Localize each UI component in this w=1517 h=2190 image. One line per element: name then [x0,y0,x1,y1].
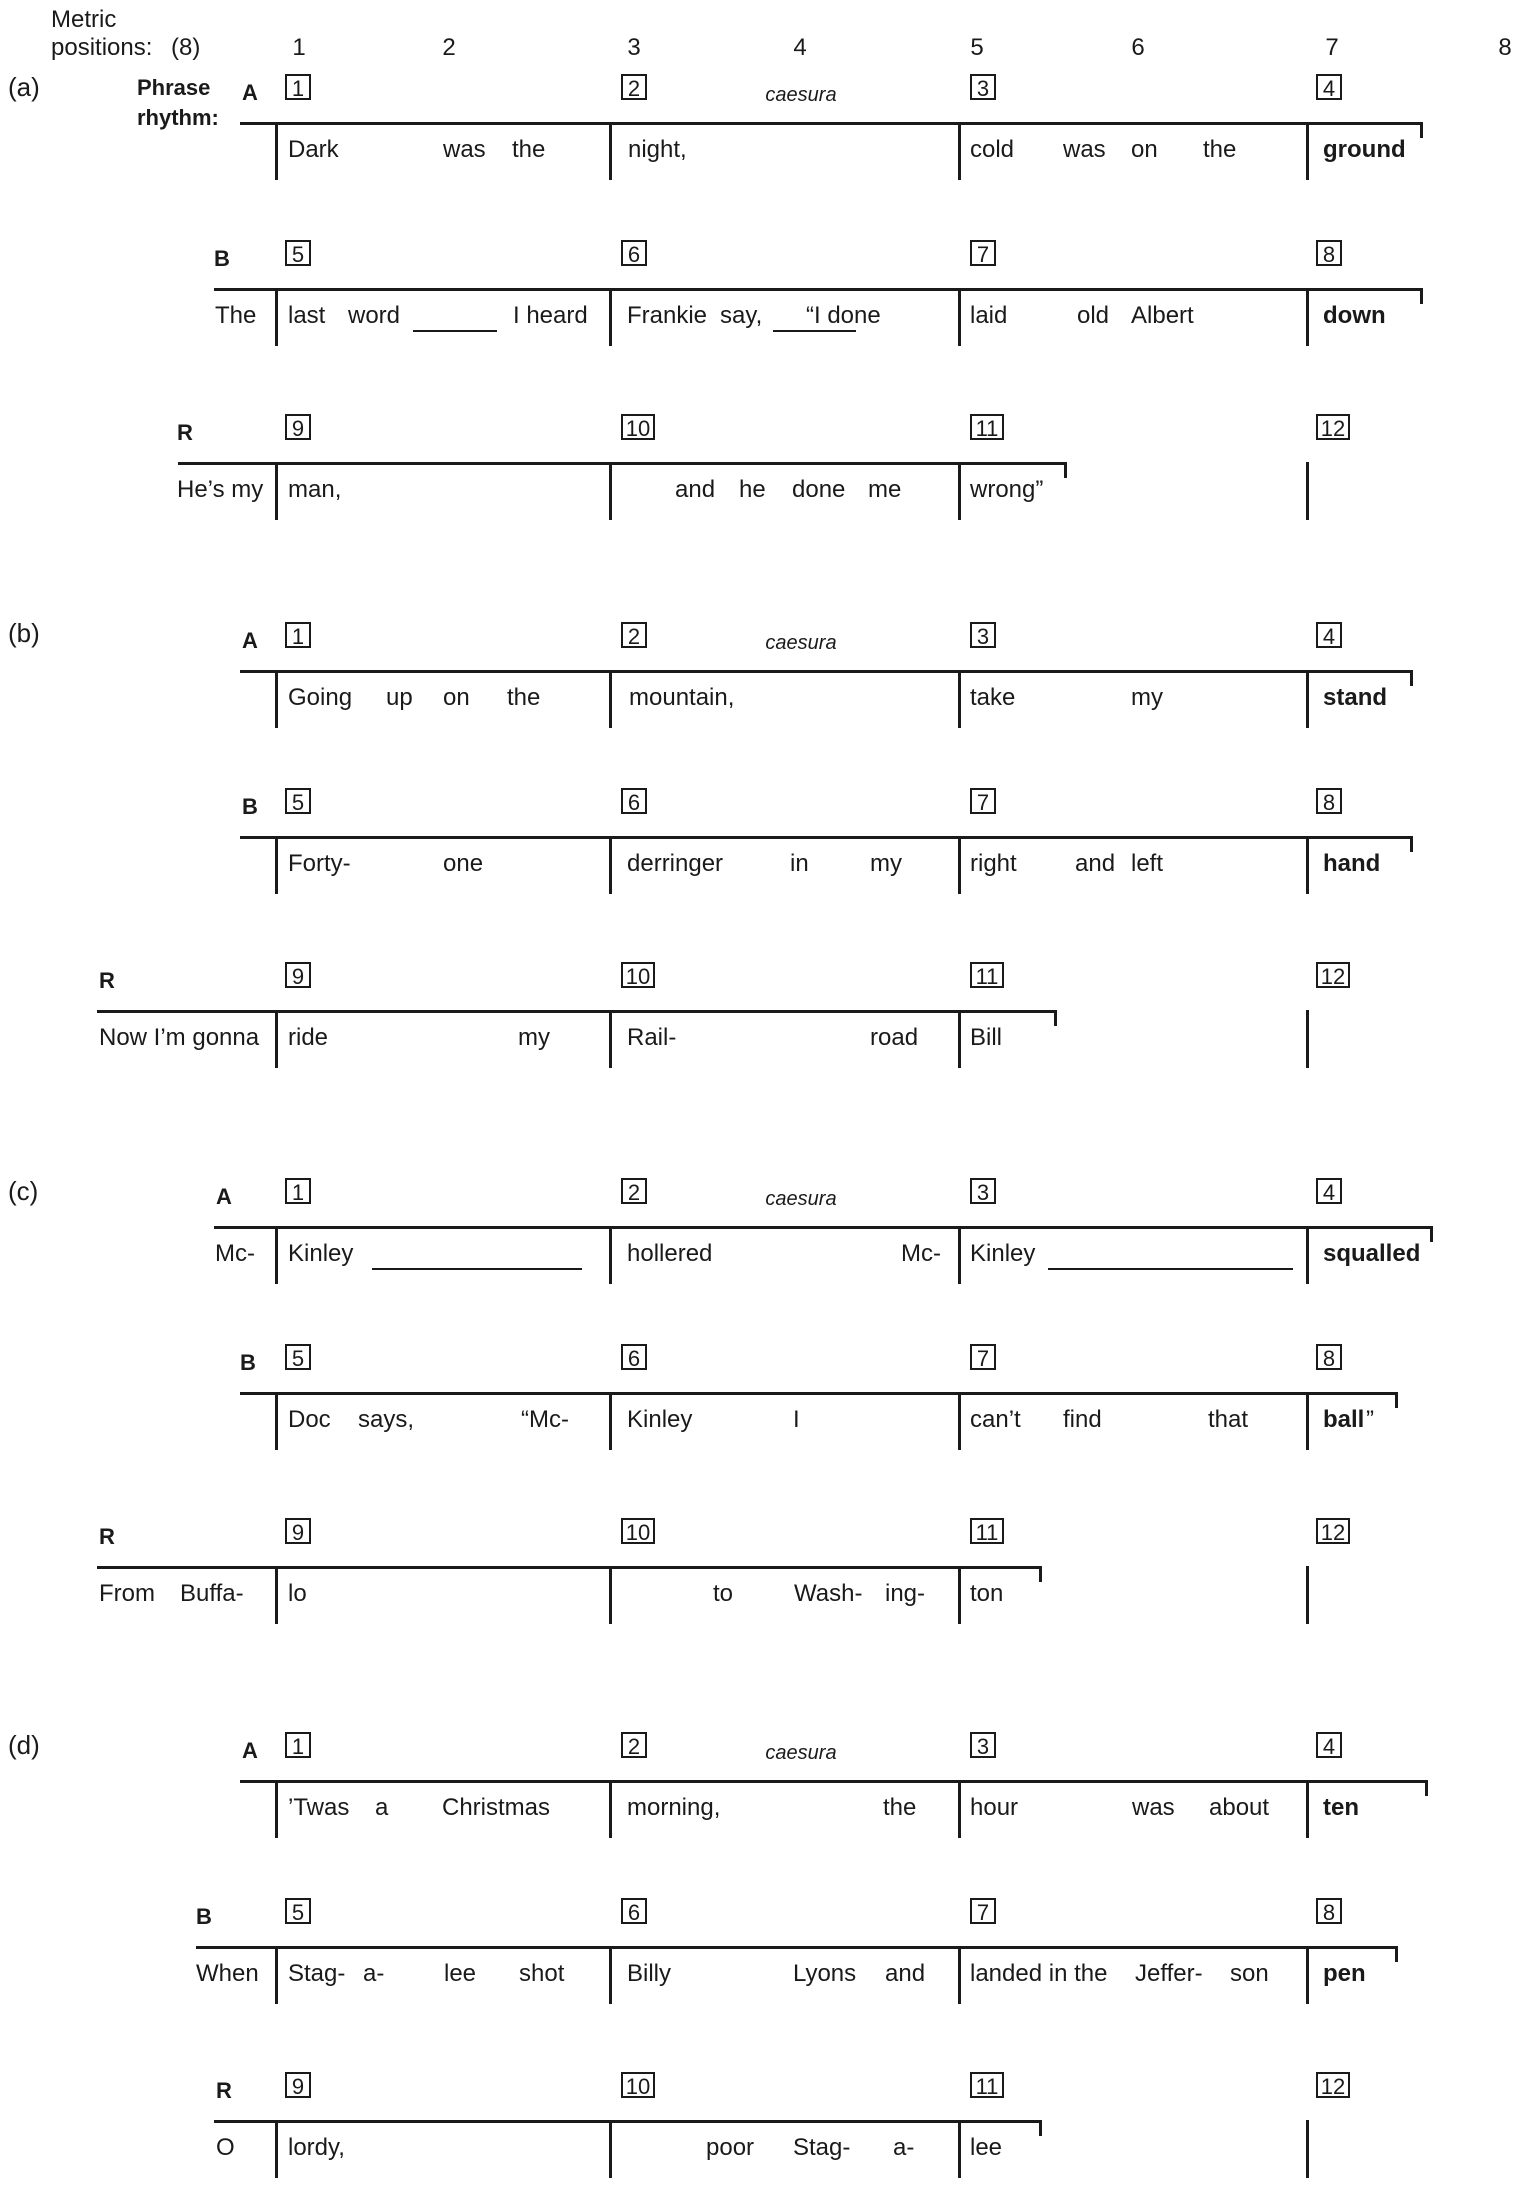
row-line-end [1410,670,1413,686]
metric-box: 6 [621,1898,647,1924]
panel-label: (a) [8,72,40,102]
row-line [97,1566,1042,1569]
row-line [178,462,1067,465]
row-line-end [1395,1946,1398,1962]
metric-box: 1 [285,1178,311,1204]
row-label: B [214,246,230,271]
row-line [240,1780,1428,1783]
bar-line [609,2120,612,2178]
metric-box: 12 [1316,962,1350,988]
row-label: R [177,420,193,445]
bar-line [275,2120,278,2178]
metric-box: 9 [285,414,311,440]
lyric-word: I [793,1406,800,1433]
lyric-word: my [518,1024,550,1051]
lyric-word: Forty- [288,850,351,877]
metric-box: 5 [285,240,311,266]
bar-line [1306,1226,1309,1284]
metric-box: 11 [970,1518,1004,1544]
metric-box: 7 [970,1344,996,1370]
bar-line [275,1946,278,2004]
lyric-blank [372,1268,582,1270]
lyric-word: word [348,302,401,329]
bar-line [609,1780,612,1838]
metric-box: 2 [621,622,647,648]
bar-line [958,836,961,894]
bar-line [275,1392,278,1450]
row-line [240,670,1413,673]
lyric-word: landed in the [970,1960,1108,1987]
caesura-label: caesura [765,1742,837,1764]
metric-box: 9 [285,962,311,988]
bar-line [958,670,961,728]
row-line-end [1425,1780,1428,1796]
lyric-word: Mc- [901,1240,941,1267]
lyric-word: and [675,476,716,503]
lyric-word: hollered [627,1240,713,1267]
lyric-word: ride [288,1024,329,1051]
lyric-word: stand [1323,684,1388,711]
lyric-word: left [1131,850,1164,877]
lyric-word: in [790,850,809,877]
lyric-word: lordy, [288,2134,345,2161]
metric-box: 11 [970,2072,1004,2098]
lyric-word: Stag- [793,2134,851,2161]
metric-position: 2 [442,34,456,61]
lyric-word: last [288,302,326,329]
metric-box: 8 [1316,1898,1342,1924]
bar-line [958,2120,961,2178]
row-line [214,288,1423,291]
metric-box: 8 [1316,240,1342,266]
row-label: A [216,1184,232,1209]
lyric-word: can’t [970,1406,1021,1433]
lyric-word: the [512,136,546,163]
bar-line [958,462,961,520]
bar-line [609,1010,612,1068]
metric-box: 8 [1316,788,1342,814]
bar-line [609,670,612,728]
lyric-word: Kinley [970,1240,1036,1267]
lyric-word: squalled [1323,1240,1421,1267]
bar-line [609,836,612,894]
lyric-word: He’s my [177,476,264,503]
bar-line [275,1226,278,1284]
metric-box: 1 [285,74,311,100]
bar-line [609,122,612,180]
bar-line [958,1010,961,1068]
lyric-word: ball [1323,1406,1365,1433]
lyric-word: take [970,684,1016,711]
metric-position: 7 [1325,34,1339,61]
lyric-word: Buffa- [180,1580,244,1607]
lyric-word: lo [288,1580,307,1607]
metric-box: 2 [621,1178,647,1204]
lyric-word: From [99,1580,155,1607]
metric-box: 9 [285,1518,311,1544]
bar-line [1306,462,1309,520]
lyric-word: pen [1323,1960,1366,1987]
lyric-word: Doc [288,1406,331,1433]
row-line [196,1946,1398,1949]
metric-box: 6 [621,1344,647,1370]
metric-paren: (8) [171,34,201,61]
bar-line [1306,288,1309,346]
metric-position: 1 [292,34,306,61]
lyric-word: ton [970,1580,1004,1607]
lyric-word: was [1063,136,1106,163]
lyric-word: poor [706,2134,755,2161]
metric-label: positions: [51,34,153,61]
lyric-word: was [443,136,486,163]
lyric-word: say, [720,302,763,329]
lyric-word: Dark [288,136,339,163]
metric-box: 1 [285,622,311,648]
lyric-word: man, [288,476,342,503]
panel-label: (d) [8,1730,40,1760]
lyric-word: says, [358,1406,415,1433]
lyric-word: to [713,1580,734,1607]
metric-box: 7 [970,788,996,814]
lyric-word: shot [519,1960,565,1987]
lyric-word: the [883,1794,917,1821]
metric-position: 4 [793,34,807,61]
lyric-word: find [1063,1406,1102,1433]
row-line-end [1054,1010,1057,1026]
lyric-word: and [885,1960,926,1987]
lyric-word: ing- [885,1580,926,1607]
lyric-word: Kinley [288,1240,354,1267]
lyric-word: Frankie [627,302,708,329]
bar-line [958,288,961,346]
lyric-word: cold [970,136,1015,163]
caesura-label: caesura [765,84,837,106]
row-line-end [1420,288,1423,304]
metric-box: 7 [970,240,996,266]
bar-line [958,1392,961,1450]
row-line-end [1395,1392,1398,1408]
row-line-end [1064,462,1067,478]
lyric-word: Rail- [627,1024,677,1051]
metric-box: 2 [621,74,647,100]
row-line [214,2120,1042,2123]
bar-line [609,288,612,346]
metric-box: 4 [1316,1732,1342,1758]
lyric-word: Now I’m gonna [99,1024,260,1051]
lyric-word: that [1208,1406,1249,1433]
metric-box: 3 [970,1178,996,1204]
bar-line [1306,1946,1309,2004]
lyric-word: on [443,684,470,711]
lyric-word: Lyons [793,1960,857,1987]
bar-line [958,1566,961,1624]
bar-line [275,1780,278,1838]
lyric-word: lee [970,2134,1003,2161]
lyric-word: ten [1323,1794,1359,1821]
lyric-word: mountain, [629,684,735,711]
lyric-word: my [870,850,902,877]
bar-line [275,462,278,520]
lyric-word: night, [628,136,687,163]
row-label: B [196,1904,212,1929]
lyric-word: me [868,476,902,503]
lyric-word: Stag- [288,1960,346,1987]
row-label: R [216,2078,232,2103]
lyric-word: right [970,850,1017,877]
row-label: B [242,794,258,819]
lyric-word: I heard [513,302,588,329]
metric-box: 4 [1316,1178,1342,1204]
metric-box: 5 [285,1344,311,1370]
lyric-word: a [375,1794,389,1821]
bar-line [958,122,961,180]
lyric-word: the [507,684,541,711]
metric-box: 11 [970,962,1004,988]
lyric-word: Bill [970,1024,1003,1051]
bar-line [275,1010,278,1068]
lyric-word: son [1230,1960,1269,1987]
row-label: R [99,1524,115,1549]
bar-line [1306,1566,1309,1624]
row-line-end [1420,122,1423,138]
bar-line [1306,122,1309,180]
lyric-word: Albert [1131,302,1194,329]
bar-line [275,288,278,346]
lyric-word: Kinley [627,1406,693,1433]
row-line [240,122,1423,125]
lyric-word: hand [1323,850,1381,877]
lyric-word: Mc- [215,1240,255,1267]
lyric-word: one [443,850,484,877]
row-line [240,836,1413,839]
lyric-word: morning, [627,1794,721,1821]
lyric-word: and [1075,850,1116,877]
metric-box: 10 [621,2072,655,2098]
metric-box: 12 [1316,1518,1350,1544]
metric-label: Metric [51,6,117,33]
lyric-word: a- [893,2134,915,2161]
lyric-word: on [1131,136,1158,163]
metric-position: 8 [1498,34,1512,61]
metric-box: 11 [970,414,1004,440]
bar-line [609,1946,612,2004]
bar-line [1306,1780,1309,1838]
row-label: A [242,628,258,653]
lyric-word: laid [970,302,1008,329]
lyric-word: done [792,476,846,503]
metric-box: 6 [621,240,647,266]
bar-line [609,462,612,520]
metric-box: 10 [621,414,655,440]
metric-box: 7 [970,1898,996,1924]
metric-box: 9 [285,2072,311,2098]
bar-line [609,1566,612,1624]
lyric-word: hour [970,1794,1019,1821]
bar-line [958,1946,961,2004]
metric-box: 12 [1316,2072,1350,2098]
lyric-word: The [215,302,257,329]
caesura-label: caesura [765,632,837,654]
lyric-word: wrong” [970,476,1044,503]
lyric-word: about [1209,1794,1270,1821]
metric-box: 3 [970,74,996,100]
bar-line [958,1780,961,1838]
bar-line [275,670,278,728]
metric-box: 10 [621,1518,655,1544]
row-line-end [1039,2120,1042,2136]
lyric-word: up [386,684,413,711]
metric-box: 12 [1316,414,1350,440]
panel-label: (c) [8,1176,39,1206]
phrase-rhythm-label: Phrase [137,75,211,100]
row-label: A [242,1738,258,1763]
bar-line [1306,1010,1309,1068]
lyric-blank [773,330,856,332]
lyric-word: old [1077,302,1110,329]
metric-box: 10 [621,962,655,988]
row-label: B [240,1350,256,1375]
lyric-word: my [1131,684,1163,711]
metric-position: 6 [1131,34,1145,61]
metric-box: 6 [621,788,647,814]
bar-line [1306,670,1309,728]
row-line-end [1430,1226,1433,1242]
lyric-word: road [870,1024,919,1051]
panel-label: (b) [8,618,40,648]
metric-box: 3 [970,1732,996,1758]
bar-line [609,1392,612,1450]
row-line-end [1410,836,1413,852]
row-line [240,1392,1398,1395]
lyric-word: the [1203,136,1237,163]
bar-line [275,1566,278,1624]
lyric-blank [1048,1268,1293,1270]
lyric-word: “I done [806,302,881,329]
bar-line [1306,836,1309,894]
metric-box: 2 [621,1732,647,1758]
lyric-word: lee [444,1960,477,1987]
lyric-word: Wash- [794,1580,863,1607]
lyric-word: down [1323,302,1386,329]
lyric-word: Jeffer- [1135,1960,1203,1987]
bar-line [275,836,278,894]
lyric-word: derringer [627,850,724,877]
lyric-word: a- [363,1960,385,1987]
lyric-word: When [196,1960,259,1987]
metric-position: 3 [627,34,641,61]
lyric-word: ground [1323,136,1406,163]
bar-line [1306,1392,1309,1450]
lyric-word: he [739,476,766,503]
row-label: A [242,80,258,105]
bar-line [1306,2120,1309,2178]
lyric-word: O [216,2134,235,2161]
row-line-end [1039,1566,1042,1582]
metric-box: 1 [285,1732,311,1758]
lyric-word: Going [288,684,353,711]
row-line [97,1010,1057,1013]
lyric-word: Christmas [442,1794,551,1821]
metric-box: 4 [1316,74,1342,100]
metric-box: 4 [1316,622,1342,648]
lyric-word: Billy [627,1960,672,1987]
lyric-word: “Mc- [521,1406,569,1433]
bar-line [275,122,278,180]
lyric-blank [413,330,497,332]
metric-position: 5 [970,34,984,61]
bar-line [958,1226,961,1284]
bar-line [609,1226,612,1284]
lyric-word: ’Twas [288,1794,350,1821]
lyric-word: ” [1366,1406,1374,1433]
metric-box: 5 [285,788,311,814]
phrase-rhythm-label: rhythm: [137,105,219,130]
metric-box: 5 [285,1898,311,1924]
caesura-label: caesura [765,1188,837,1210]
metric-box: 3 [970,622,996,648]
metric-box: 8 [1316,1344,1342,1370]
lyric-word: was [1132,1794,1175,1821]
row-line [214,1226,1433,1229]
row-label: R [99,968,115,993]
